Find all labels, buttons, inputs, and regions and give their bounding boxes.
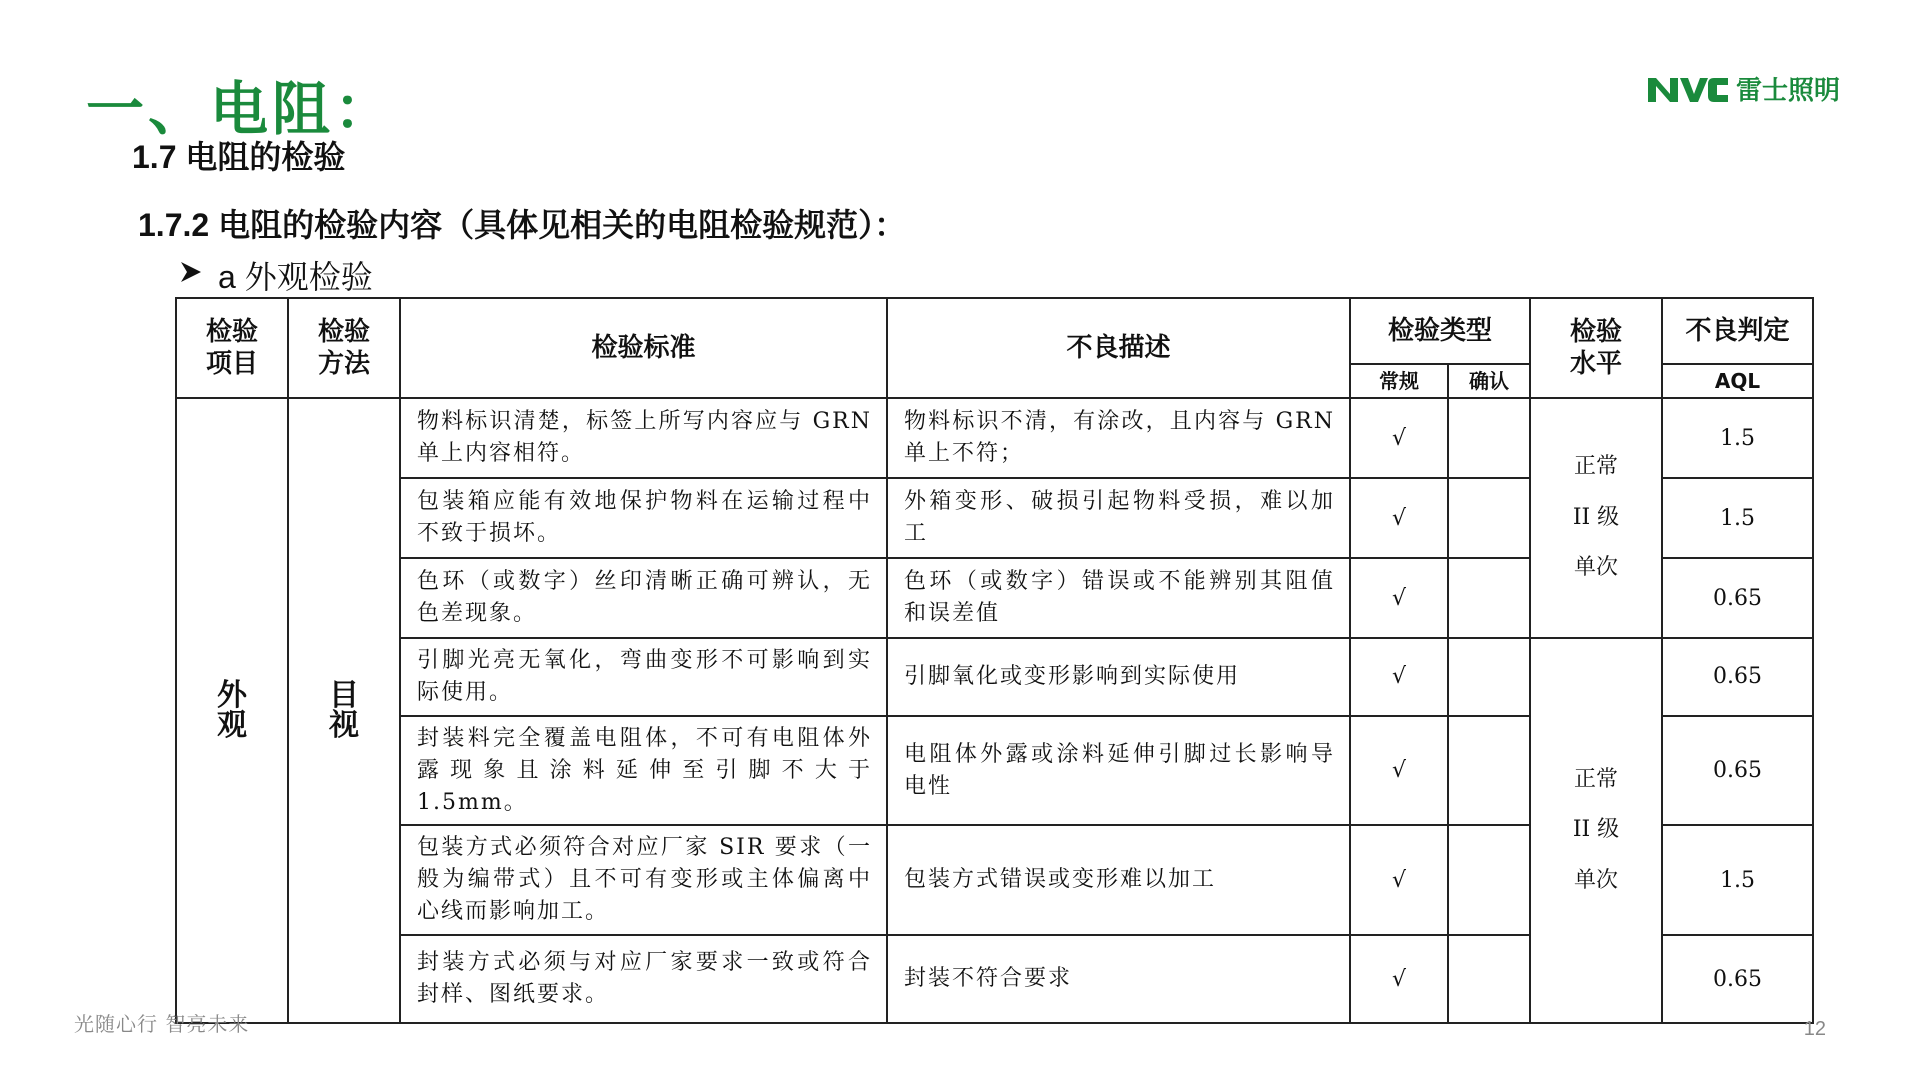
nvc-logo-mark-icon	[1646, 74, 1730, 104]
defect-cell: 物料标识不清，有涂改，且内容与 GRN 单上不符；	[887, 398, 1350, 478]
header-item-label: 检验项目	[205, 316, 258, 379]
level-line3: 单次	[1573, 867, 1618, 893]
section-heading: 1.7 电阻的检验	[132, 139, 346, 175]
arrow-bullet-icon	[178, 259, 204, 292]
aql-cell: 1.5	[1662, 398, 1813, 478]
logo-text: 雷士照明	[1735, 76, 1840, 106]
confirm-check	[1448, 935, 1530, 1023]
confirm-check	[1448, 638, 1530, 716]
confirm-check	[1448, 716, 1530, 826]
slide-title: 一、电阻：	[86, 75, 397, 143]
confirm-check	[1448, 558, 1530, 638]
routine-check: √	[1350, 935, 1448, 1023]
level-cell	[1530, 398, 1662, 638]
confirm-check	[1448, 825, 1530, 935]
routine-check: √	[1350, 638, 1448, 716]
header-type-confirm: 确认	[1448, 364, 1530, 398]
defect-cell: 引脚氧化或变形影响到实际使用	[887, 638, 1350, 716]
header-standard: 检验标准	[400, 298, 887, 398]
routine-check: √	[1350, 478, 1448, 558]
level-line1: 正常	[1573, 766, 1618, 792]
standard-cell: 引脚光亮无氧化，弯曲变形不可影响到实际使用。	[400, 638, 887, 716]
level-line2: II 级	[1572, 817, 1620, 843]
header-type-routine: 常规	[1350, 364, 1448, 398]
standard-cell: 物料标识清楚，标签上所写内容应与 GRN 单上内容相符。	[400, 398, 887, 478]
level-line3: 单次	[1573, 555, 1618, 581]
standard-cell: 色环（或数字）丝印清晰正确可辨认，无色差现象。	[400, 558, 887, 638]
header-level	[1530, 298, 1662, 398]
header-method-label: 检验方法	[317, 316, 370, 379]
header-type-label: 检验类型	[1387, 315, 1492, 346]
item-cell	[176, 398, 288, 1023]
bullet-text: a 外观检验	[218, 259, 373, 295]
defect-cell: 封装不符合要求	[887, 935, 1350, 1023]
confirm-check	[1448, 398, 1530, 478]
header-item	[176, 298, 288, 398]
table-row	[176, 398, 1813, 478]
footer-slogan: 光随心行 智亮未来	[74, 1012, 250, 1036]
table-row	[176, 638, 1813, 716]
header-type	[1350, 298, 1530, 364]
defect-cell: 电阻体外露或涂料延伸引脚过长影响导电性	[887, 716, 1350, 826]
routine-check: √	[1350, 558, 1448, 638]
routine-check: √	[1350, 398, 1448, 478]
header-method	[288, 298, 400, 398]
routine-check: √	[1350, 825, 1448, 935]
level-line1: 正常	[1573, 454, 1618, 480]
header-level-label: 检验水平	[1569, 316, 1622, 379]
nvc-logo	[1646, 70, 1840, 107]
level-cell	[1530, 638, 1662, 1023]
defect-cell: 色环（或数字）错误或不能辨别其阻值和误差值	[887, 558, 1350, 638]
aql-cell: 0.65	[1662, 935, 1813, 1023]
confirm-check	[1448, 478, 1530, 558]
method-value: 目视	[329, 677, 359, 743]
inspection-table	[175, 297, 1814, 1024]
defect-cell: 包装方式错误或变形难以加工	[887, 825, 1350, 935]
defect-cell: 外箱变形、破损引起物料受损，难以加工	[887, 478, 1350, 558]
header-defect: 不良描述	[887, 298, 1350, 398]
aql-cell: 1.5	[1662, 825, 1813, 935]
page-number: 12	[1803, 1018, 1826, 1040]
routine-check: √	[1350, 716, 1448, 826]
aql-cell: 0.65	[1662, 558, 1813, 638]
aql-cell: 0.65	[1662, 716, 1813, 826]
bullet-item	[178, 252, 373, 298]
header-judgement: 不良判定	[1662, 298, 1813, 364]
standard-cell: 封装方式必须与对应厂家要求一致或符合封样、图纸要求。	[400, 935, 887, 1023]
subsection-heading: 1.7.2 电阻的检验内容（具体见相关的电阻检验规范）：	[138, 207, 907, 243]
item-value: 外观	[217, 677, 247, 743]
header-aql: AQL	[1662, 364, 1813, 398]
standard-cell: 封装料完全覆盖电阻体，不可有电阻体外露现象且涂料延伸至引脚不大于 1.5mm。	[400, 716, 887, 826]
aql-cell: 1.5	[1662, 478, 1813, 558]
level-line2: II 级	[1572, 504, 1620, 530]
method-cell	[288, 398, 400, 1023]
aql-cell: 0.65	[1662, 638, 1813, 716]
standard-cell: 包装方式必须符合对应厂家 SIR 要求（一般为编带式）且不可有变形或主体偏离中心线而影响加工。	[400, 825, 887, 935]
standard-cell: 包装箱应能有效地保护物料在运输过程中不致于损坏。	[400, 478, 887, 558]
